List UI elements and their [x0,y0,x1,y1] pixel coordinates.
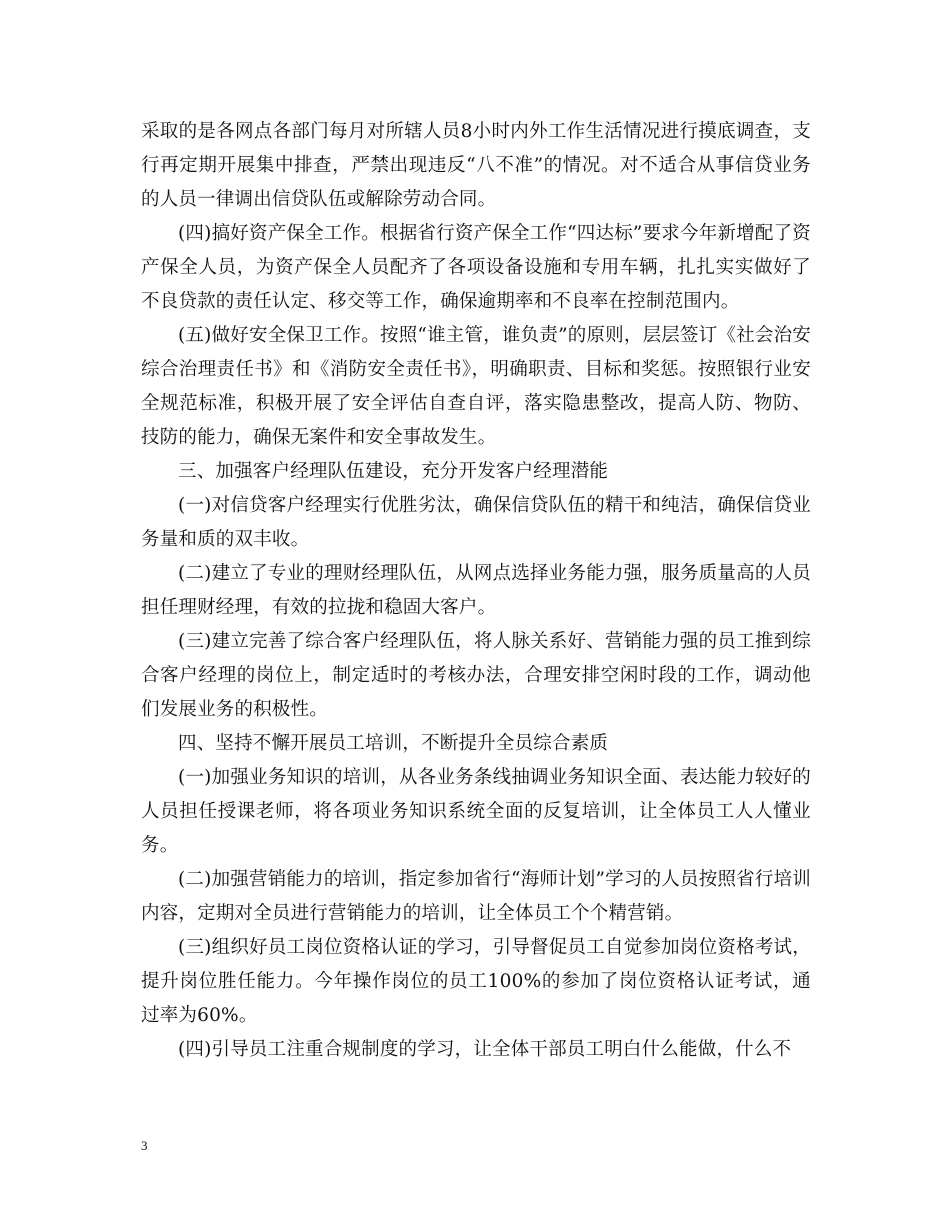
section-heading-4: 四、坚持不懈开展员工培训，不断提升全员综合素质 [178,733,609,754]
page-number: 3 [141,1138,148,1153]
paragraph-7: (一)加强业务知识的培训，从各业务条线抽调业务知识全面、表达能力较好的人员担任授课老师，将各项业务知识系统全面的反复培训，让全体员工人人懂业务。 [141,767,811,856]
paragraph-4: (一)对信贷客户经理实行优胜劣汰，确保信贷队伍的精干和纯洁，确保信贷业务量和质的双丰收。 [141,495,811,550]
paragraph-1: 采取的是各网点各部门每月对所辖人员8小时内外工作生活情况进行摸底调查，支行再定期开展集中排查，严禁出现违反“八不准”的情况。对不适合从事信贷业务的人员一律调出信贷队伍或解除劳动合同。 [141,121,811,210]
section-heading-3: 三、加强客户经理队伍建设，充分开发客户经理潜能 [178,461,609,482]
paragraph-2: (四)搞好资产保全工作。根据省行资产保全工作“四达标”要求今年新增配了资产保全人员，为资产保全人员配齐了各项设备设施和专用车辆，扎扎实实做好了不良贷款的责任认定、移交等工作，确保逾期率和不良率在控制范围内。 [141,223,811,312]
document-body [141,115,811,1067]
paragraph-10: (四)引导员工注重合规制度的学习，让全体干部员工明白什么能做，什么不 [178,1039,792,1060]
paragraph-5: (二)建立了专业的理财经理队伍，从网点选择业务能力强，服务质量高的人员担任理财经理，有效的拉拢和稳固大客户。 [141,563,811,618]
paragraph-8: (二)加强营销能力的培训，指定参加省行“海师计划”学习的人员按照省行培训内容，定期对全员进行营销能力的培训，让全体员工个个精营销。 [141,869,811,924]
paragraph-3: (五)做好安全保卫工作。按照“谁主管，谁负责”的原则，层层签订《社会治安综合治理责任书》和《消防安全责任书》，明确职责、目标和奖惩。按照银行业安全规范标准，积极开展了安全评估自查自评，落实隐患整改，提高人防、物防、技防的能力，确保无案件和安全事故发生。 [141,325,811,448]
paragraph-6: (三)建立完善了综合客户经理队伍，将人脉关系好、营销能力强的员工推到综合客户经理的岗位上，制定适时的考核办法，合理安排空闲时段的工作，调动他们发展业务的积极性。 [141,631,811,720]
paragraph-9: (三)组织好员工岗位资格认证的学习，引导督促员工自觉参加岗位资格考试，提升岗位胜任能力。今年操作岗位的员工100%的参加了岗位资格认证考试，通过率为60%。 [141,937,811,1026]
